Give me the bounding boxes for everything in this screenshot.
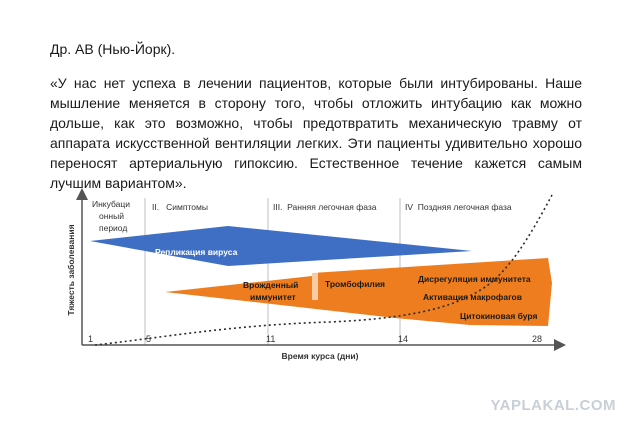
cytokine-storm-label: Цитокиновая буря <box>460 311 538 321</box>
innate-immunity-label-2: иммунитет <box>250 292 296 302</box>
phase-1-line-2: онный <box>99 211 124 221</box>
x-tick-14: 14 <box>398 334 409 344</box>
innate-immunity-label-1: Врожденный <box>243 280 299 290</box>
thrombophilia-label: Тромбофилия <box>325 279 386 289</box>
phase-1-line-3: период <box>99 223 128 233</box>
y-axis-label: Тяжесть заболевания <box>66 224 76 316</box>
watermark: YAPLAKAL.COM <box>490 397 616 414</box>
x-tick-5: 5 <box>146 334 152 344</box>
x-tick-28: 28 <box>532 334 543 344</box>
phase-3-label: III. Ранняя легочная фаза <box>273 202 377 212</box>
dysregulation-label: Дисрегуляция иммунитета <box>418 274 531 284</box>
phase-2-label: II. Симптомы <box>152 202 208 212</box>
quote-text: «У нас нет успеха в лечении пациентов, которые были интубированы. Наше мышление меняется в сторону того, чтобы отложить интубацию как можно дольше, как это возможно, чтобы предотвратить механическую травму от аппарата искусственной вентиляции легких. Эти пациенты удивительно хорошо переносят артериальную гипоксию. Естественное течение кажется самым лучшим вариантом». <box>50 75 582 191</box>
phase-1-line-1: Инкубаци <box>92 199 130 209</box>
virus-replication-wedge <box>90 226 472 266</box>
virus-replication-label: Репликация вируса <box>155 247 238 257</box>
phase-4-label: IV Поздняя легочная фаза <box>405 202 512 212</box>
quote-author: Др. АВ (Нью-Йорк). <box>50 41 176 57</box>
x-tick-11: 11 <box>266 334 276 344</box>
x-axis-label: Время курса (дни) <box>281 351 359 361</box>
x-tick-1: 1 <box>88 334 94 344</box>
macrophage-label: Активация макрофагов <box>423 292 522 302</box>
band-separator <box>312 271 318 300</box>
